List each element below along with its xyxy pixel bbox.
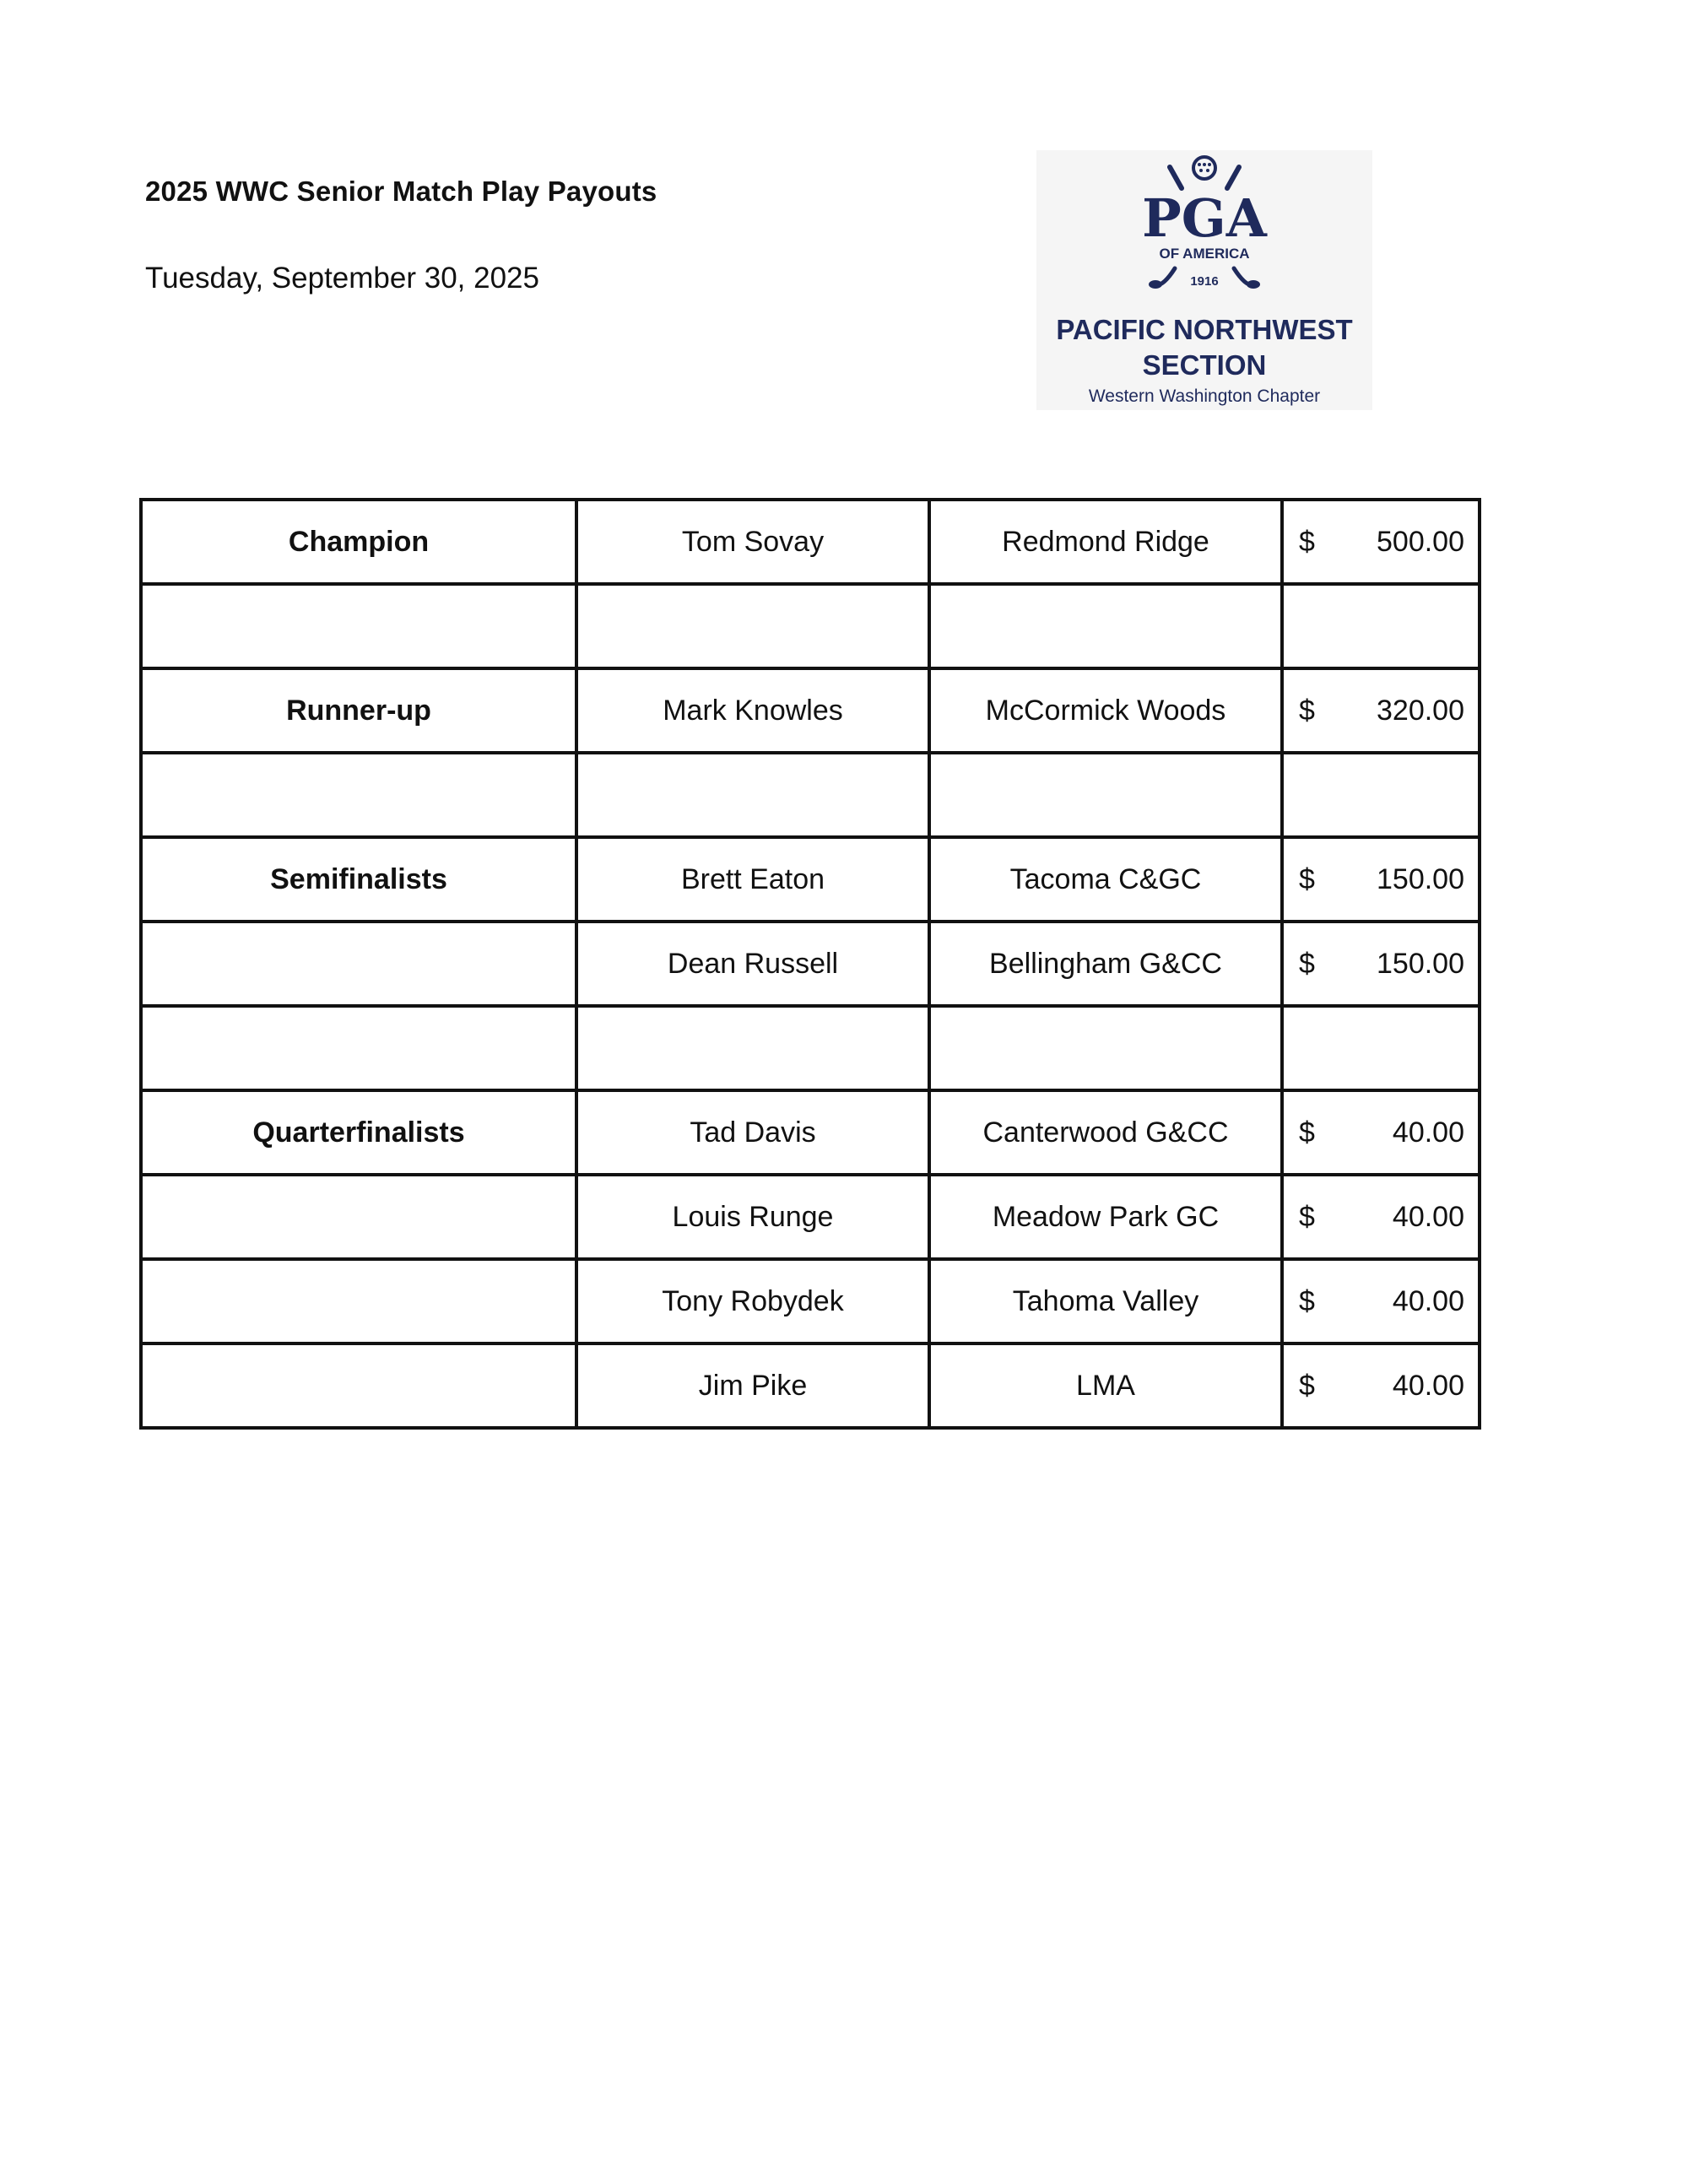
player-name-cell: Brett Eaton xyxy=(576,837,929,922)
place-cell xyxy=(141,1259,576,1343)
currency-symbol: $ xyxy=(1299,862,1315,895)
club-cell xyxy=(929,584,1282,668)
club-cell: Bellingham G&CC xyxy=(929,922,1282,1006)
payouts-table xyxy=(139,498,1481,1430)
table-row xyxy=(141,1175,1480,1259)
club-cell xyxy=(929,753,1282,837)
place-cell xyxy=(141,922,576,1006)
payout-cell xyxy=(1282,668,1480,753)
place-cell xyxy=(141,1343,576,1428)
table-row xyxy=(141,1343,1480,1428)
club-cell: Redmond Ridge xyxy=(929,500,1282,584)
payout-amount: 500.00 xyxy=(1377,525,1464,558)
svg-text:Western Washington Chapter: Western Washington Chapter xyxy=(1088,387,1321,406)
currency-symbol: $ xyxy=(1299,1200,1315,1233)
place-cell xyxy=(141,1006,576,1090)
place-cell xyxy=(141,753,576,837)
place-cell: Champion xyxy=(141,500,576,584)
svg-text:PGA: PGA xyxy=(1142,187,1267,249)
event-date: Tuesday, September 30, 2025 xyxy=(145,262,539,295)
payout-amount: 40.00 xyxy=(1392,1116,1464,1149)
player-name-cell: Dean Russell xyxy=(576,922,929,1006)
payout-amount: 150.00 xyxy=(1377,947,1464,980)
svg-text:SECTION: SECTION xyxy=(1142,349,1267,381)
player-name-cell: Tad Davis xyxy=(576,1090,929,1175)
table-row xyxy=(141,1006,1480,1090)
player-name-cell: Tom Sovay xyxy=(576,500,929,584)
table-row xyxy=(141,837,1480,922)
table-row xyxy=(141,922,1480,1006)
payout-amount: 40.00 xyxy=(1392,1284,1464,1317)
player-name-cell: Mark Knowles xyxy=(576,668,929,753)
table-row xyxy=(141,1090,1480,1175)
table-row xyxy=(141,1259,1480,1343)
club-cell: McCormick Woods xyxy=(929,668,1282,753)
table-row xyxy=(141,584,1480,668)
currency-symbol: $ xyxy=(1299,694,1315,727)
club-cell: LMA xyxy=(929,1343,1282,1428)
pga-logo-icon xyxy=(1036,150,1372,410)
place-cell: Runner-up xyxy=(141,668,576,753)
currency-symbol: $ xyxy=(1299,1116,1315,1149)
club-cell: Canterwood G&CC xyxy=(929,1090,1282,1175)
payout-cell xyxy=(1282,922,1480,1006)
payout-cell xyxy=(1282,584,1480,668)
payout-amount: 40.00 xyxy=(1392,1200,1464,1233)
table-row xyxy=(141,500,1480,584)
payout-cell xyxy=(1282,1006,1480,1090)
place-cell: Quarterfinalists xyxy=(141,1090,576,1175)
player-name-cell xyxy=(576,753,929,837)
player-name-cell: Jim Pike xyxy=(576,1343,929,1428)
player-name-cell xyxy=(576,1006,929,1090)
player-name-cell xyxy=(576,584,929,668)
club-cell: Tacoma C&GC xyxy=(929,837,1282,922)
payout-amount: 40.00 xyxy=(1392,1369,1464,1402)
svg-text:1916: 1916 xyxy=(1190,274,1219,289)
club-cell: Meadow Park GC xyxy=(929,1175,1282,1259)
svg-text:PACIFIC NORTHWEST: PACIFIC NORTHWEST xyxy=(1056,314,1353,345)
payout-cell xyxy=(1282,1259,1480,1343)
payout-cell xyxy=(1282,753,1480,837)
place-cell xyxy=(141,1175,576,1259)
player-name-cell: Tony Robydek xyxy=(576,1259,929,1343)
payout-amount: 320.00 xyxy=(1377,694,1464,727)
currency-symbol: $ xyxy=(1299,525,1315,558)
payout-cell xyxy=(1282,1175,1480,1259)
currency-symbol: $ xyxy=(1299,1284,1315,1317)
page-title: 2025 WWC Senior Match Play Payouts xyxy=(145,176,657,207)
payout-cell xyxy=(1282,1090,1480,1175)
svg-text:OF AMERICA: OF AMERICA xyxy=(1159,246,1250,262)
currency-symbol: $ xyxy=(1299,1369,1315,1402)
table-row xyxy=(141,753,1480,837)
place-cell: Semifinalists xyxy=(141,837,576,922)
payout-cell xyxy=(1282,837,1480,922)
player-name-cell: Louis Runge xyxy=(576,1175,929,1259)
table-row xyxy=(141,668,1480,753)
pga-logo xyxy=(1036,150,1372,410)
payout-cell xyxy=(1282,1343,1480,1428)
currency-symbol: $ xyxy=(1299,947,1315,980)
payout-amount: 150.00 xyxy=(1377,862,1464,895)
club-cell: Tahoma Valley xyxy=(929,1259,1282,1343)
payout-cell xyxy=(1282,500,1480,584)
place-cell xyxy=(141,584,576,668)
club-cell xyxy=(929,1006,1282,1090)
